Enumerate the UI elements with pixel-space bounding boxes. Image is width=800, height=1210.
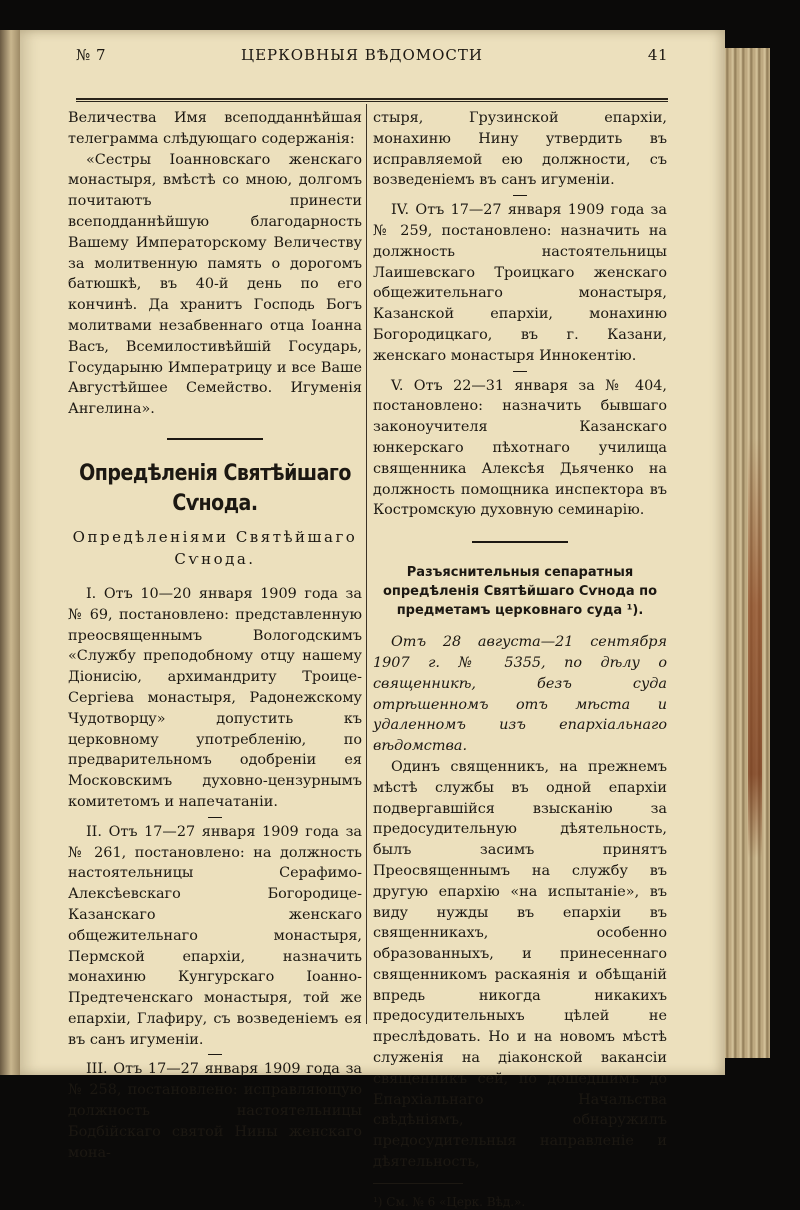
running-header	[56, 46, 668, 70]
decision-item-3-continued: стыря, Грузинской епархіи, монахиню Нину утвердить въ исправляемой ею должности, съ возведеніемъ въ санъ игуменіи.	[373, 110, 667, 189]
section-separator	[472, 541, 568, 543]
item-separator	[208, 817, 222, 818]
page-number: 41	[647, 46, 668, 64]
case-text: Одинъ священникъ, на прежнемъ мѣстѣ службы въ одной епархіи подвергавшійся взысканію за предосудительную дѣятельность, былъ засимъ принятъ Преосвященнымъ на службу въ другую епархію «на испытаніе», въ виду нужды въ епархіи въ священникахъ, особенно образованныхъ, и принесеннаго священникомъ раскаянія и обѣщаній впредь никогда никакихъ предосудительныхъ цѣлей не преслѣдовать. Но и на новомъ мѣстѣ служенія на діаконской вакансіи священникъ сей, по дошедшимъ до Епархіальнаго Начальства свѣдѣніямъ, обнаружилъ предосудительныя направленіе и дѣятельность,	[373, 758, 667, 1171]
item-separator	[513, 195, 527, 196]
column-divider	[366, 104, 367, 1024]
item-separator	[208, 1054, 222, 1055]
subsection-title: Опредѣленіями Святѣйшаго Сѵнода.	[72, 527, 358, 568]
section-separator	[167, 438, 263, 440]
explanatory-section-title: Разъяснительныя сепаратныя опредѣленія Святѣйшаго Сѵнода по предметамъ церковнаго суда ¹).	[382, 565, 658, 619]
header-rule	[76, 98, 668, 100]
decision-item-3: III. Отъ 17—27 января 1909 года за № 258, постановлено: исправляющую должность настоятельницы Бодбійскаго святой Нины женскаго мона-	[68, 1061, 362, 1161]
decision-item-1: I. Отъ 10—20 января 1909 года за № 69, постановлено: представленную преосвященнымъ Вологодскимъ «Службу преподобному отцу нашему Діонисію, архимандриту Троице-Сергіева монастыря, Радонежскому Чудотворцу» допустить къ церковному употребленію, по предварительномъ одобреніи ея Московскимъ духовно-цензурнымъ комитетомъ и напечатаніи.	[68, 585, 362, 810]
left-book-edge	[0, 30, 20, 1075]
telegram-intro: Величества Имя всеподданнѣйшая телеграмма слѣдующаго содержанія:	[68, 110, 362, 147]
footnote: ¹) См. № 6 «Церк. Вѣд.».	[373, 1194, 526, 1209]
telegram-text: «Сестры Іоанновскаго женскаго монастыря, вмѣстѣ со мною, долгомъ почитаютъ принести всеподданнѣйшую благодарность Вашему Императорскому Величеству за молитвенную память о дорогомъ батюшкѣ, въ 40-й день по его кончинѣ. Да хранитъ Господь Богъ молитвами незабвеннаго отца Іоанна Васъ, Всемилостивѣйшій Государь, Государыню Императрицу и все Ваше Августѣйшее Семейство. Игуменія Ангелина».	[68, 151, 362, 418]
binding-stain	[748, 438, 762, 858]
issue-number: № 7	[76, 46, 107, 64]
case-heading: Отъ 28 августа—21 сентября 1907 г. № 5355, по дѣлу о священникѣ, безъ суда отрѣшенномъ отъ мѣста и удаленномъ изъ епархіальнаго вѣдомства.	[373, 634, 667, 755]
section-title: Опредѣленія Святѣйшаго Сѵнода.	[79, 460, 351, 516]
decision-item-4: IV. Отъ 17—27 января 1909 года за № 259, постановлено: назначить на должность настоятельницы Лаишевскаго Троицкаго женскаго общежительнаго монастыря, Казанской епархіи, монахиню Богородицкаго, въ г. Казани, женскаго монастыря Иннокентію.	[373, 202, 667, 364]
journal-title: ЦЕРКОВНЫЯ ВѢДОМОСТИ	[241, 46, 483, 64]
footnote-rule	[373, 1183, 463, 1184]
decision-item-2: II. Отъ 17—27 января 1909 года за № 261, постановлено: на должность настоятельницы Серафимо-Алексѣевскаго Богородице-Казанскаго женскаго общежительнаго монастыря, Пермской епархіи, назначить монахиню Кунгурскаго Іоанно-Предтеченскаго монастыря, той же епархіи, Глафиру, съ возведеніемъ ея въ санъ игуменіи.	[68, 823, 362, 1048]
decision-item-5: V. Отъ 22—31 января за № 404, постановлено: назначить бывшаго законоучителя Казанскаго юнкерскаго пѣхотнаго училища священника Алексѣя Дьяченко на должность помощника инспектора въ Костромскую духовную семинарію.	[373, 377, 667, 519]
item-separator	[513, 371, 527, 372]
left-column	[68, 108, 362, 1163]
right-column	[373, 108, 667, 1210]
header-rule-thin	[76, 101, 668, 102]
right-page-edges	[720, 48, 770, 1058]
